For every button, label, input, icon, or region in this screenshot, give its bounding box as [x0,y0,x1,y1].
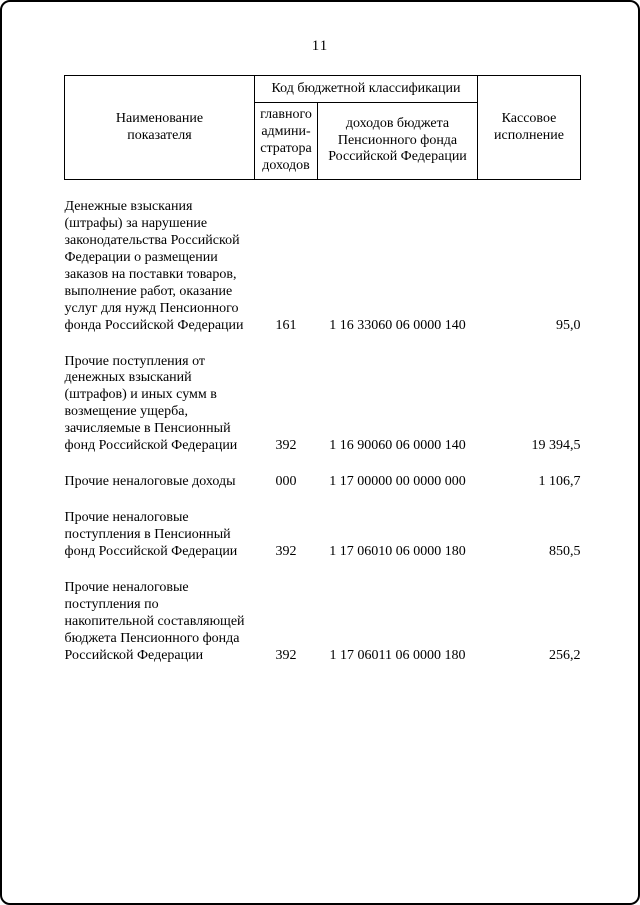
table-row [65,180,581,335]
table-row [65,455,581,491]
budget-code-cell: 1 17 00000 00 0000 000 [329,474,466,490]
budget-code-cell: 1 16 90060 06 0000 140 [329,438,466,454]
admin-code-cell: 392 [275,647,297,663]
budget-code-cell: 1 17 06011 06 0000 180 [329,647,466,663]
header-code-group: Код бюджетной классификации [255,76,478,103]
header-cash: Кассовое исполнение [478,76,581,180]
indicator-cell: Денежные взыскания (штрафы) за нарушение законодательства Российской Федерации о размещении заказов на поставки товаров, выполнение работ, оказание услуг для нужд Пенсионного фонда Российской Федерации [64,199,244,333]
table-row [65,561,581,665]
header-income-code: доходов бюджета Пенсионного фонда Российской Федерации [318,103,478,180]
header-admin-code: главного админи-стратора доходов [255,103,318,180]
cash-cell: 850,5 [549,543,581,559]
table-header [65,76,581,180]
cash-cell: 1 106,7 [538,474,581,490]
budget-table [64,75,581,665]
table-row [65,335,581,456]
cash-cell: 19 394,5 [531,438,581,454]
cash-cell: 256,2 [549,647,581,663]
indicator-cell: Прочие неналоговые доходы [64,474,236,490]
indicator-cell: Прочие неналоговые поступления по накопительной составляющей бюджета Пенсионного фонда Российской Федерации [64,579,245,663]
indicator-cell: Прочие неналоговые поступления в Пенсионный фонд Российской Федерации [64,510,238,559]
indicator-cell: Прочие поступления от денежных взысканий (штрафов) и иных сумм в возмещение ущерба, зачисляемые в Пенсионный фонд Российской Федерации [64,353,238,454]
admin-code-cell: 161 [275,317,297,333]
cash-cell: 95,0 [556,317,581,333]
table-row [65,491,581,561]
budget-code-cell: 1 17 06010 06 0000 180 [329,543,466,559]
admin-code-cell: 392 [275,543,297,559]
page-number: 11 [311,38,329,54]
admin-code-cell: 392 [275,438,297,454]
header-indicator: Наименование показателя [65,76,255,180]
budget-code-cell: 1 16 33060 06 0000 140 [329,317,466,333]
admin-code-cell: 000 [275,474,297,490]
